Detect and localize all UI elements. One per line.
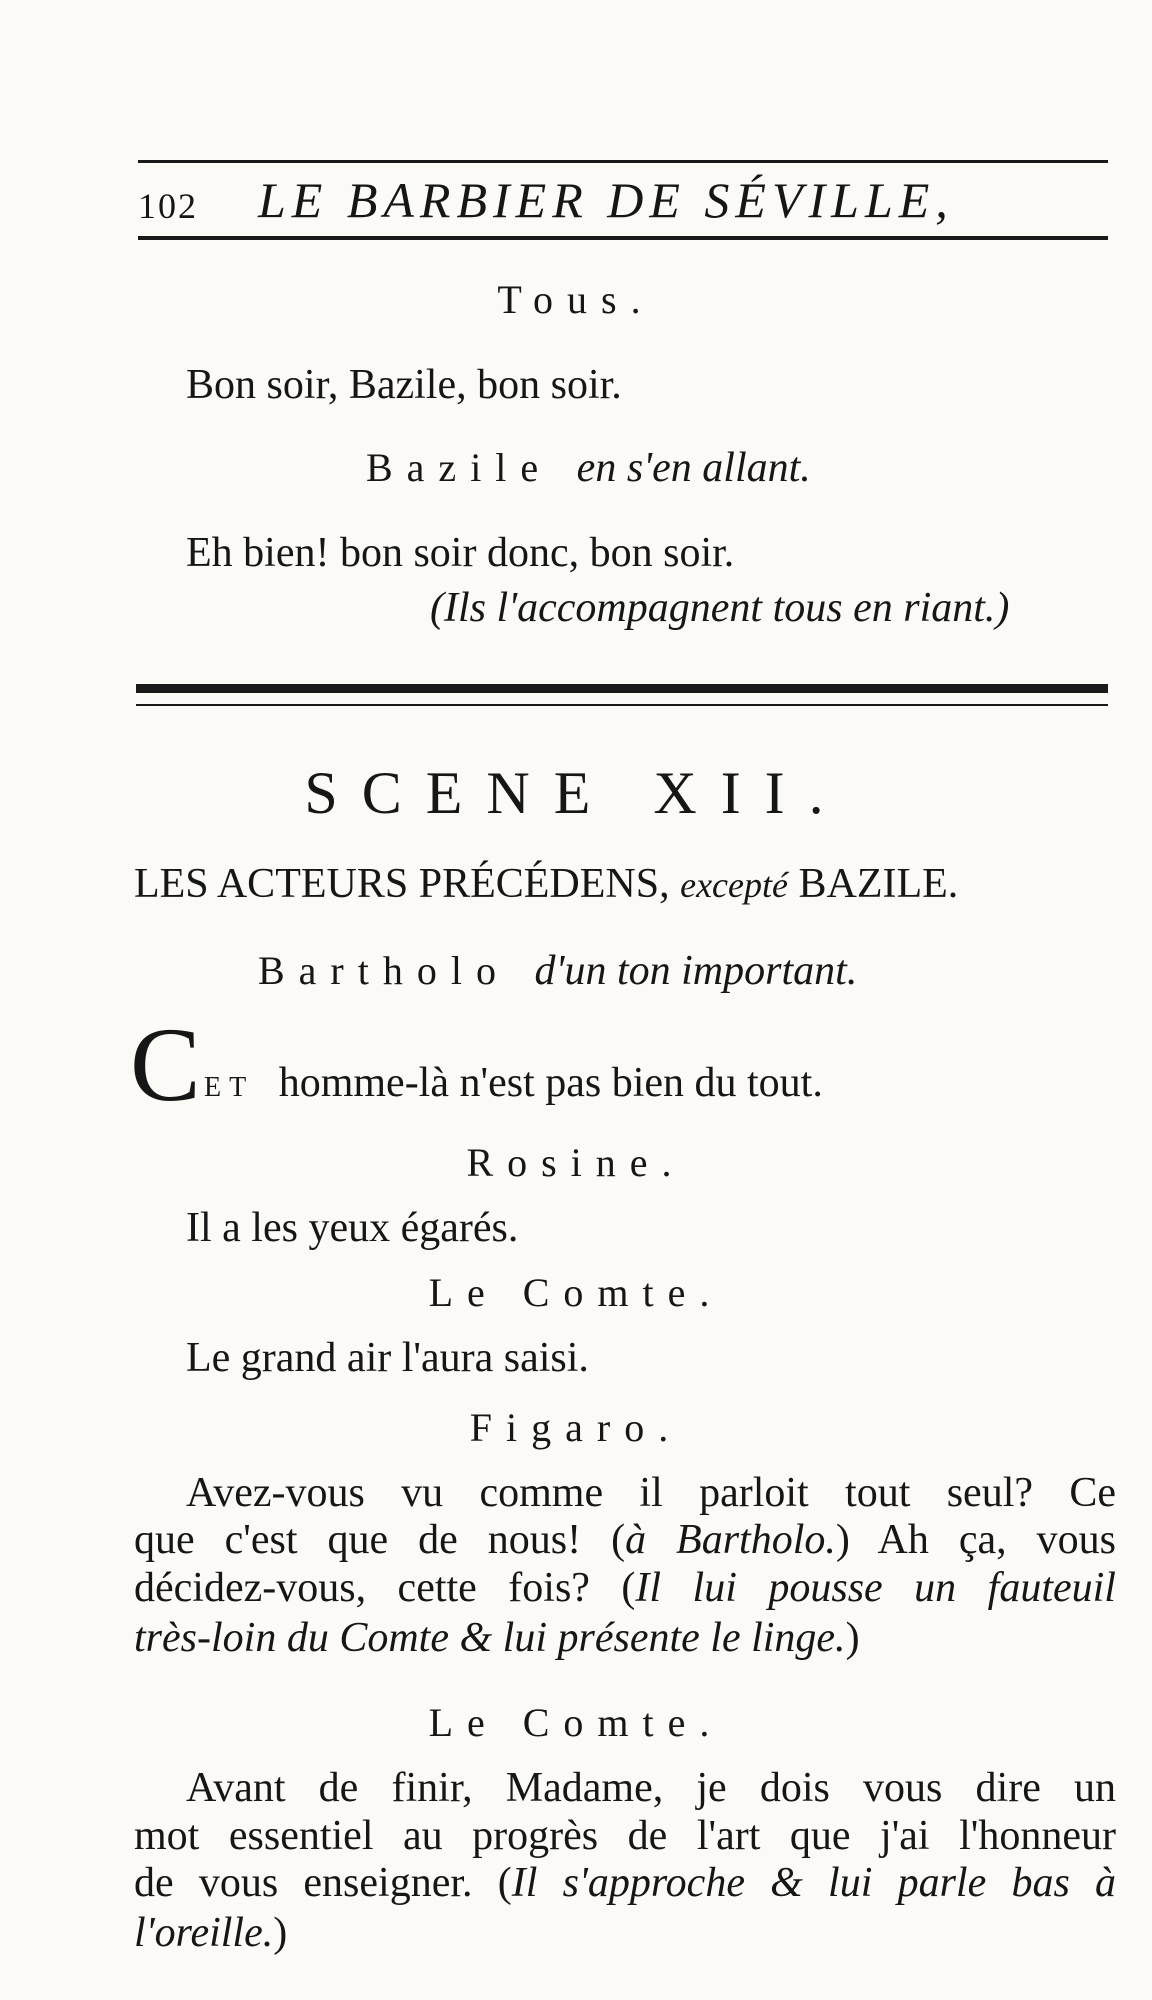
speaker-rosine: Rosine. xyxy=(466,1140,686,1185)
cast-except: excepté xyxy=(680,865,788,905)
first-word-rest: ET xyxy=(204,1072,255,1103)
scene-rule-thin xyxy=(136,704,1108,706)
speaker-bazile: Bazile xyxy=(366,445,553,490)
line-bartholo-row xyxy=(204,1055,823,1116)
line-rosine: Il a les yeux égarés. xyxy=(186,1205,519,1251)
direction-bazile: en s'en allant. xyxy=(576,445,811,491)
scene-title: SCENE XII. xyxy=(304,760,848,826)
cast-line xyxy=(134,856,958,913)
comte-line-4: l'oreille.) xyxy=(134,1910,288,1956)
figaro-direction-3: très-loin du Comte & lui présente le linge. xyxy=(134,1615,846,1661)
comte-line-3: de vous enseigner. (Il s'approche & lui parle bas à xyxy=(134,1860,1116,1906)
direction-bartholo: d'un ton important. xyxy=(534,948,858,994)
comte-direction-1: Il s'approche & lui parle bas à xyxy=(511,1860,1116,1906)
figaro-line-1: Avez-vous vu comme il parloit tout seul? Ce xyxy=(186,1470,1116,1516)
comte-direction-2: l'oreille. xyxy=(134,1910,274,1956)
running-title: LE BARBIER DE SÉVILLE, xyxy=(258,172,954,228)
speaker-tous: Tous. xyxy=(497,277,655,322)
drop-cap: C xyxy=(130,1006,201,1123)
cast-name: BAZILE. xyxy=(798,861,959,907)
head-rule xyxy=(138,236,1108,240)
top-rule xyxy=(138,160,1108,163)
speaker-figaro: Figaro. xyxy=(469,1405,683,1450)
cast-main: LES ACTEURS PRÉCÉDENS, xyxy=(134,861,670,907)
line-bazile: Eh bien! bon soir donc, bon soir. xyxy=(186,530,735,576)
speaker-bartholo-heading xyxy=(258,943,857,999)
running-head xyxy=(138,165,1108,235)
comte-line-1: Avant de finir, Madame, je dois vous dire un xyxy=(186,1765,1116,1811)
figaro-direction-2: Il lui pousse un fauteuil xyxy=(635,1565,1116,1611)
speaker-bazile-heading xyxy=(366,440,811,496)
speaker-comte-1: Le Comte. xyxy=(428,1270,724,1315)
figaro-direction-1: à Bartholo. xyxy=(625,1517,836,1563)
figaro-line-2: que c'est que de nous! (à Bartholo.) Ah ça, vous xyxy=(134,1517,1116,1563)
scene-rule-thick xyxy=(136,684,1108,693)
speaker-comte-2: Le Comte. xyxy=(428,1700,724,1745)
comte-line-2: mot essentiel au progrès de l'art que j'ai l'honneur xyxy=(134,1813,1116,1859)
stage-direction: (Ils l'accompagnent tous en riant.) xyxy=(430,585,1010,631)
line-comte-1: Le grand air l'aura saisi. xyxy=(186,1335,589,1381)
page-number: 102 xyxy=(138,186,198,226)
figaro-line-4: très-loin du Comte & lui présente le linge.) xyxy=(134,1615,860,1661)
speaker-bartholo: Bartholo xyxy=(258,948,510,993)
line-tous: Bon soir, Bazile, bon soir. xyxy=(186,362,622,408)
figaro-line-3: décidez-vous, cette fois? (Il lui pousse un fauteuil xyxy=(134,1565,1116,1611)
line-bartholo: homme-là n'est pas bien du tout. xyxy=(278,1060,823,1106)
